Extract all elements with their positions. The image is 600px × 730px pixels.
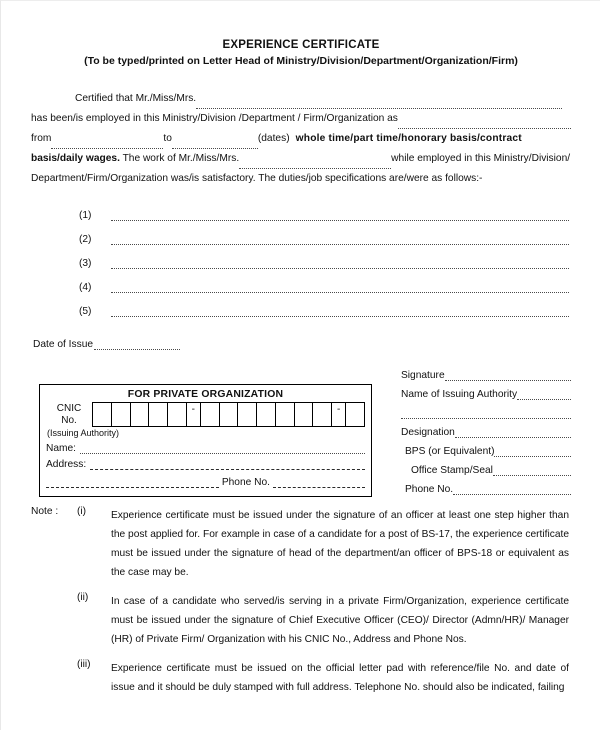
cnic-cell[interactable] [346, 403, 364, 426]
cnic-separator [187, 403, 201, 426]
cnic-cell[interactable] [313, 403, 332, 426]
duty-marker: (1) [79, 210, 92, 221]
to-label: to [163, 133, 172, 144]
from-label: from [31, 133, 52, 144]
designation-blank[interactable] [455, 428, 571, 438]
dates-hint: (dates) [257, 133, 290, 144]
private-organization-box [39, 384, 372, 497]
cnic-cell[interactable] [93, 403, 112, 426]
body-line-satisfactory [31, 169, 571, 189]
cnic-cell[interactable] [168, 403, 187, 426]
cnic-cell[interactable] [149, 403, 168, 426]
cnic-separator [332, 403, 346, 426]
basis-options-bold-2: basis/daily wages. [31, 153, 120, 164]
cnic-cell[interactable] [238, 403, 257, 426]
phone-input-blank[interactable] [273, 478, 365, 488]
body-line-dates [31, 129, 571, 149]
notes-label-spacer [31, 659, 77, 697]
note-text: Experience certificate must be issued on the official letter pad with reference/file No. and date of issue and it should be duly stamped with full address. Telephone No. should also be indicated, failing [111, 663, 569, 693]
designation-row [399, 419, 571, 438]
date-of-issue-label: Date of Issue [33, 339, 94, 350]
name-field-row [46, 443, 365, 454]
note-text: In case of a candidate who served/is serving in a private Firm/Organization, experience certificate must be issued under the signature of Chief Executive Officer (CEO)/ Director (Admn/HR)/ Manager (HR) of Private Firm/ Organization with his CNIC No., Address and Phone Nos. [111, 596, 569, 645]
bps-blank[interactable] [494, 447, 571, 457]
phone-field-row [46, 477, 365, 488]
duty-blank-3[interactable] [111, 258, 569, 269]
signature-blank[interactable] [445, 371, 571, 381]
note-marker: (i) [77, 506, 87, 517]
list-item [31, 221, 571, 245]
note-item [31, 659, 571, 697]
phone-row [399, 476, 571, 495]
cnic-input-grid[interactable] [92, 402, 365, 427]
cnic-cell[interactable] [112, 403, 131, 426]
address-label: Address: [46, 459, 87, 470]
note-item [31, 506, 571, 582]
list-item [31, 197, 571, 221]
issuing-authority-name-blank-2[interactable] [401, 409, 571, 419]
employed-label: has been/is employed in this Ministry/Division /Department / Firm/Organization as [31, 113, 398, 124]
office-stamp-blank[interactable] [493, 466, 571, 476]
duty-blank-1[interactable] [111, 210, 569, 221]
certificate-body [31, 89, 571, 189]
issuing-authority-row-continued [399, 400, 571, 419]
signature-phone-blank[interactable] [453, 485, 571, 495]
date-of-issue-row [31, 339, 571, 350]
work-of-name-blank[interactable] [239, 159, 391, 169]
issuing-authority-row [399, 381, 571, 400]
signature-row [399, 362, 571, 381]
satisfactory-text: Department/Firm/Organization was/is satisfactory. The duties/job specifications are/were as follows:- [31, 173, 483, 184]
work-of-label: The work of Mr./Miss/Mrs. [122, 153, 240, 164]
signature-phone-label: Phone No. [405, 484, 454, 495]
private-org-title: FOR PRIVATE ORGANIZATION [127, 389, 284, 400]
cnic-cell[interactable] [220, 403, 239, 426]
address-field-row [46, 459, 365, 470]
notes-label: Note : [31, 506, 59, 517]
duty-marker: (3) [79, 258, 92, 269]
note-marker: (iii) [77, 659, 91, 670]
mid-section [31, 362, 571, 495]
cnic-label-line1: CNIC [56, 403, 82, 414]
issuing-authority-label: (Issuing Authority) [47, 428, 120, 438]
list-item [31, 245, 571, 269]
notes-section [31, 506, 571, 697]
page-title: EXPERIENCE CERTIFICATE [222, 39, 380, 51]
office-stamp-label: Office Stamp/Seal [411, 465, 493, 476]
signature-block [399, 362, 571, 495]
certified-name-blank[interactable] [196, 99, 562, 109]
duty-blank-4[interactable] [111, 282, 569, 293]
body-line-certified [31, 89, 571, 109]
employed-as-blank[interactable] [398, 119, 571, 129]
basis-options-bold-1: whole time/part time/honorary basis/contract [295, 133, 522, 144]
signature-label: Signature [401, 370, 445, 381]
cnic-row [46, 402, 365, 427]
date-of-issue-blank[interactable] [94, 340, 180, 350]
designation-label: Designation [401, 427, 455, 438]
duty-blank-2[interactable] [111, 234, 569, 245]
cnic-cell[interactable] [257, 403, 276, 426]
duty-marker: (2) [79, 234, 92, 245]
name-label: Name: [46, 443, 77, 454]
cnic-label [46, 402, 92, 427]
certified-label: Certified that Mr./Miss/Mrs. [75, 93, 197, 104]
note-item [31, 592, 571, 649]
duty-marker: (5) [79, 306, 92, 317]
notes-label-spacer [31, 592, 77, 649]
issuing-authority-name-label: Name of Issuing Authority [401, 389, 518, 400]
duty-blank-5[interactable] [111, 306, 569, 317]
note-marker: (ii) [77, 592, 89, 603]
list-item [31, 293, 571, 317]
work-of-tail: while employed in this Ministry/Division/ [391, 153, 571, 164]
phone-label: Phone No. [221, 477, 270, 488]
list-item [31, 269, 571, 293]
cnic-cell[interactable] [131, 403, 150, 426]
note-text: Experience certificate must be issued under the signature of an officer at least one step higher than the post applied for. For example in case of a candidate for a post of BS-17, the experience certificate must be issued under the signature of head of the department/an officer of BPS-18 or equivalent as the case may be. [111, 510, 569, 578]
address-input-blank[interactable] [90, 460, 365, 470]
cnic-cell[interactable] [201, 403, 220, 426]
cnic-label-line2: No. [61, 415, 77, 426]
cnic-cell[interactable] [295, 403, 314, 426]
body-line-employed [31, 109, 571, 129]
body-line-work [31, 149, 571, 169]
duty-marker: (4) [79, 282, 92, 293]
from-date-blank[interactable] [51, 139, 163, 149]
name-input-blank[interactable] [80, 444, 365, 454]
bps-row [399, 438, 571, 457]
duties-list [31, 197, 571, 317]
page-subtitle: (To be typed/printed on Letter Head of Ministry/Division/Department/Organization/Firm) [84, 55, 518, 67]
issuing-authority-name-blank[interactable] [517, 390, 571, 400]
address-input-blank-2[interactable] [46, 478, 219, 488]
cnic-cell[interactable] [276, 403, 295, 426]
to-date-blank[interactable] [172, 139, 258, 149]
certificate-sheet [31, 31, 571, 707]
bps-label: BPS (or Equivalent) [405, 446, 495, 457]
office-stamp-row [399, 457, 571, 476]
